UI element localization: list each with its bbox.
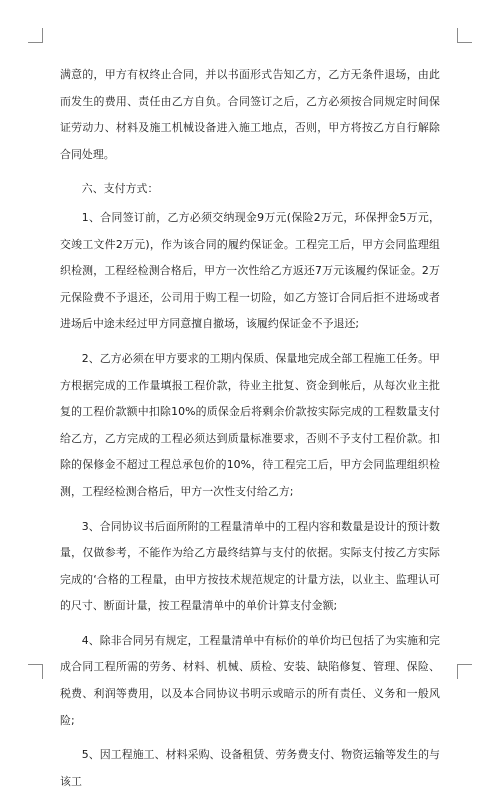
paragraph-clause-5: 5、因工程施工、材料采购、设备租赁、劳务费支付、物资运输等发生的与该工: [60, 748, 440, 788]
paragraph-termination-continued: 满意的，甲方有权终止合同，并以书面形式告知乙方，乙方无条件退场，由此而发生的费用、责任由乙方自负。合同签订之后，乙方必须按合同规定时间保证劳动力、材料及施工机械设备进入施工地点，否则，甲方将按乙方自行解除合同处理。: [60, 68, 440, 161]
section-heading-payment: 六、支付方式：: [81, 182, 159, 196]
crop-mark-bottom-right: [457, 664, 472, 679]
paragraph-clause-1: 1、合同签订前，乙方必须交纳现金9万元(保险2万元，环保押金5万元，交竣工文件2万元)，作为该合同的履约保证金。工程完工后，甲方会同监理组织检测，工程经检测合格后，甲方一次性给乙方返还7万元该履约保证金。2万元保险费不予退还，公司用于购工程一切险，如乙方签订合同后拒不进场或者进场后中途未经过甲方同意擅自撤场，该履约保证金不予退还;: [60, 210, 440, 331]
crop-mark-top-right: [457, 28, 472, 43]
paragraph-clause-4: 4、除非合同另有规定，工程量清单中有标价的单价均已包括了为实施和完成合同工程所需的劳务、材料、机械、质检、安装、缺陷修复、管理、保险、税费、利润等费用，以及本合同协议书明示或暗示的所有责任、义务和一般风险;: [60, 633, 440, 727]
paragraph-clause-3: 3、合同协议书后面所附的工程量清单中的工程内容和数量是设计的预计数量，仅做参考，不能作为给乙方最终结算与支付的依据。实际支付按乙方实际完成的‘合格的工程量，由甲方按技术规范规定的计量方法，以业主、监理认可的尺寸、断面计量，按工程量清单中的单价计算支付金额;: [60, 519, 440, 613]
crop-mark-bottom-left: [28, 664, 43, 679]
document-body: [60, 62, 440, 803]
paragraph-clause-2: 2、乙方必须在甲方要求的工期内保质、保量地完成全部工程施工任务。甲方根据完成的工作量填报工程价款，待业主批复、资金到帐后，从每次业主批复的工程价款额中扣除10%的质保金后将剩余价款按实际完成的工程数量支付给乙方，乙方完成的工程必须达到质量标准要求，否则不予支付工程价款。扣除的保修金不超过工程总承包价的10%，待工程完工后，甲方会同监理组织检测，工程经检测合格后，甲方一次性支付给乙方;: [60, 351, 440, 498]
crop-mark-top-left: [28, 28, 43, 43]
